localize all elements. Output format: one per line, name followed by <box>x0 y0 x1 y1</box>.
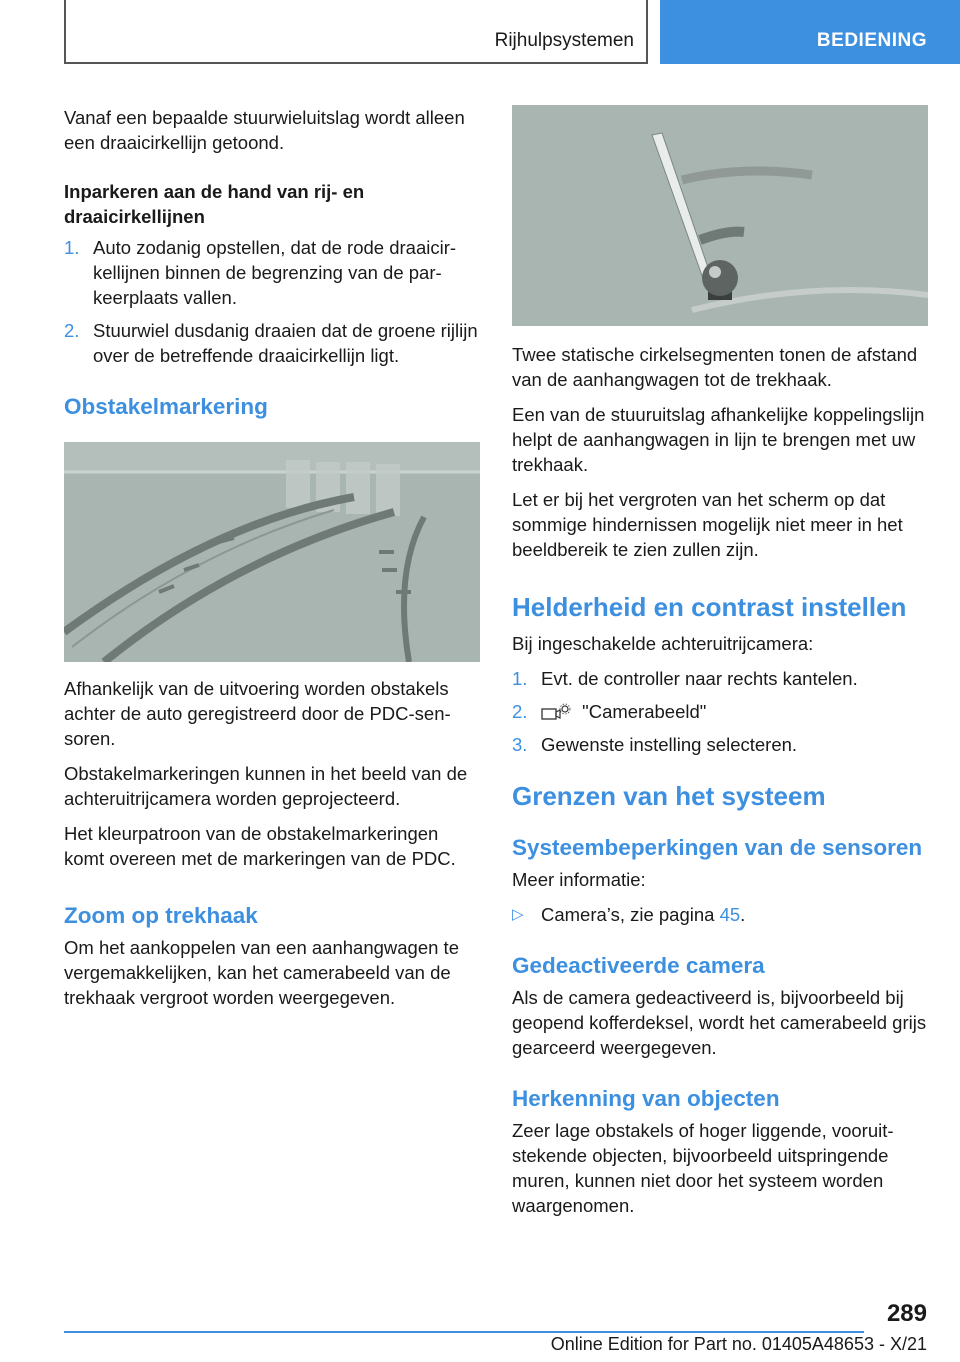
footer-rule <box>64 1331 864 1333</box>
parking-steps-list <box>64 235 480 368</box>
obstacle-marking-illustration <box>64 442 480 662</box>
towbar-paragraphs <box>512 342 928 562</box>
towbar-zoom-figure <box>512 105 928 326</box>
obstacle-paragraph: Het kleurpatroon van de obstakelmarkeringen komt overeen met de markeringen van de PDC. <box>64 823 456 869</box>
list-item <box>512 666 928 691</box>
zoom-paragraph: Om het aankoppelen van een aanhangwagen te vergemakkelijken, kan het camerabeeld van de trekhaak vergroot worden weergegeven. <box>64 937 459 1008</box>
sensor-bullet-list <box>512 902 928 927</box>
brightness-steps-list <box>512 666 928 757</box>
limits-heading: Grenzen van het systeem <box>512 781 826 811</box>
parking-subheading: Inparkeren aan de hand van rij- en draaicirkellijnen <box>64 181 365 227</box>
running-header-section <box>64 0 648 64</box>
towbar-paragraph: Twee statische cirkelsegmenten tonen de afstand van de aanhangwagen tot de trekhaak. <box>512 344 918 390</box>
left-column <box>64 105 480 1020</box>
list-item <box>512 902 928 927</box>
header-chapter-title: BEDIENING <box>816 30 927 51</box>
obstacle-heading: Obstakelmarkering <box>64 394 268 419</box>
intro-paragraph: Vanaf een bepaalde stuurwieluitslag wordt alleen een draaicirkellijn getoond. <box>64 107 465 153</box>
step-text: Evt. de controller naar rechts kantelen. <box>541 668 858 689</box>
step-number: 1. <box>64 237 80 258</box>
step-number: 2. <box>512 701 528 722</box>
list-item <box>512 732 928 757</box>
deactivated-heading: Gedeactiveerde camera <box>512 953 765 978</box>
edition-note: Online Edition for Part no. 01405A48653 - X/21 <box>550 1334 927 1354</box>
towbar-paragraph: Let er bij het vergroten van het scherm op dat sommige hindernissen mogelijk niet meer in het beeldbereik te zien zullen zijn. <box>512 489 903 560</box>
deactivated-paragraph: Als de camera gedeactiveerd is, bijvoorbeeld bij geopend kofferdeksel, wordt het camerabeeld grijs gearceerd weergegeven. <box>512 987 927 1058</box>
camera-settings-icon <box>541 703 571 721</box>
page-number: 289 <box>886 1300 927 1327</box>
towbar-zoom-illustration <box>512 105 928 326</box>
list-item <box>512 699 928 724</box>
obstacle-paragraphs <box>64 676 480 871</box>
list-item <box>64 235 480 310</box>
step-number: 1. <box>512 668 528 689</box>
step-number: 2. <box>64 320 80 341</box>
sensor-heading: Systeembeperkingen van de sensoren <box>512 835 923 860</box>
towbar-paragraph: Een van de stuuruitslag afhankelijke koppelingslijn helpt de aanhangwagen in lijn te brengen met uw trekhaak. <box>512 404 925 475</box>
objects-heading: Herkenning van objecten <box>512 1086 780 1111</box>
obstacle-paragraph: Obstakelmarkeringen kunnen in het beeld van de achteruitrijcamera worden geprojecteerd. <box>64 763 468 809</box>
bullet-marker: ▷ <box>512 906 524 923</box>
step-text: Stuurwiel dusdanig draaien dat de groene rijlijn over de betreffende draaicirkellijn ligt. <box>93 320 478 366</box>
running-header-chapter <box>660 0 960 64</box>
step-text: "Camerabeeld" <box>582 701 707 722</box>
step-text: Gewenste instelling selecteren. <box>541 734 798 755</box>
right-column <box>512 105 928 1228</box>
obstacle-marking-figure <box>64 442 480 662</box>
step-text: Auto zodanig opstellen, dat de rode draaicirkellijnen binnen de begrenzing van de parkeerplaats vallen. <box>93 237 457 308</box>
page-reference-link[interactable]: 45 <box>719 904 741 925</box>
obstacle-paragraph: Afhankelijk van de uitvoering worden obstakels achter de auto geregistreerd door de PDC-sensoren. <box>64 678 451 749</box>
brightness-intro: Bij ingeschakelde achteruitrijcamera: <box>512 633 814 654</box>
bullet-text: Camera’s, zie pagina <box>541 904 720 925</box>
sensor-intro: Meer informatie: <box>512 869 646 890</box>
header-section-title: Rijhulpsystemen <box>494 30 634 51</box>
bullet-end: . <box>740 904 746 925</box>
step-number: 3. <box>512 734 528 755</box>
brightness-heading: Helderheid en contrast instellen <box>512 592 907 622</box>
list-item <box>64 318 480 368</box>
objects-paragraph: Zeer lage obstakels of hoger liggende, vooruitstekende objecten, bijvoorbeeld uitspringende muren, kunnen niet door het systeem worden waargenomen. <box>512 1120 894 1216</box>
zoom-heading: Zoom op trekhaak <box>64 903 258 928</box>
